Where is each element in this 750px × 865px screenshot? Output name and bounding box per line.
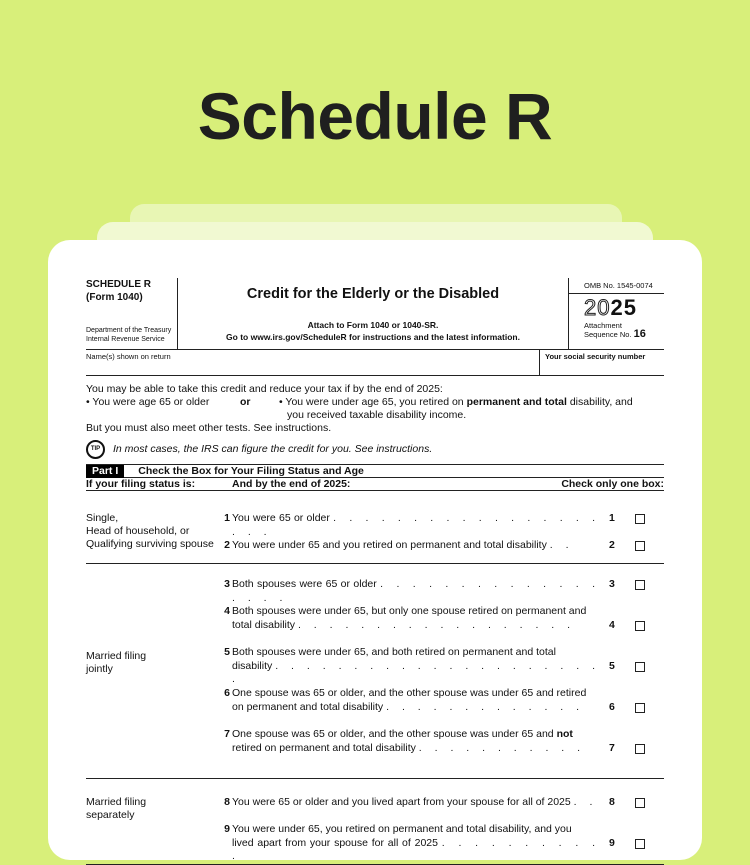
line-text-part: You were 65 or older (232, 512, 330, 524)
col-check: Check only one box: (561, 478, 664, 490)
line-ref: 8 (609, 796, 615, 808)
line-text-part: disability (232, 659, 273, 672)
seq-number: 16 (633, 328, 646, 340)
form-title: Credit for the Elderly or the Disabled (246, 286, 500, 302)
line-text-part: retired on permanent and total disability (232, 741, 416, 754)
line-4-checkbox[interactable] (635, 621, 645, 631)
line-text-part: lived apart from your spouse for all of 2025 (232, 836, 438, 849)
dept-line-1: Department of the Treasury (86, 327, 172, 334)
status-line: Married filing (86, 796, 147, 808)
intro-options (86, 396, 664, 422)
line-number: 4 (224, 605, 230, 617)
line-text-part: Both spouses were under 65, and both retired on permanent and total (232, 646, 556, 658)
goto-note: Go to www.irs.gov/ScheduleR for instructions and the latest information. (226, 332, 520, 342)
line-text: One spouse was 65 or older, and the other spouse was under 65 and retired on permanent and total disability . . . . . . . . . . . . . (232, 687, 587, 713)
form-id-block (86, 278, 178, 349)
line-ref: 9 (609, 837, 615, 849)
line-number: 6 (224, 687, 230, 699)
line-text: Both spouses were under 65, and both retired on permanent and total disability . . . . . . . . . . . . . . . . . . . . . . (232, 646, 601, 685)
attach-note: Attach to Form 1040 or 1040-SR. (307, 320, 439, 330)
opt2-b: permanent and total (466, 396, 567, 408)
headline: Schedule R (197, 79, 553, 153)
line-number: 7 (224, 728, 230, 740)
opt2-d: you received taxable disability income. (287, 409, 467, 421)
line-text-part: total disability (232, 618, 296, 631)
intro-line-3: But you must also meet other tests. See instructions. (86, 422, 332, 434)
line-text: One spouse was 65 or older, and the other spouse was under 65 and not retired on permanent and total disability . . . . . . . . . . . (232, 728, 586, 754)
line-text-part: One spouse was 65 or older, and the other spouse was under 65 and retired (232, 687, 587, 699)
group-married-jointly (86, 564, 664, 779)
line-6-checkbox[interactable] (635, 703, 645, 713)
opt2-c: disability, and (566, 396, 633, 408)
status-line: jointly (86, 663, 113, 675)
intro-line-1: You may be able to take this credit and reduce your tax if by the end of 2025: (86, 383, 443, 395)
line-ref: 6 (609, 701, 615, 713)
part-label: Part I (86, 465, 124, 478)
ssn-field[interactable]: Your social security number (539, 350, 645, 375)
line-text: You were 65 or older and you lived apart from your spouse for all of 2025 . . (232, 796, 598, 808)
line-5-checkbox[interactable] (635, 662, 645, 672)
group-married-separately (86, 779, 664, 865)
intro-section (86, 383, 664, 459)
status-line: separately (86, 809, 135, 821)
schedule-name: SCHEDULE R (86, 279, 152, 290)
line-2-checkbox[interactable] (635, 541, 645, 551)
line-text: You were under 65 and you retired on permanent and total disability . . (232, 539, 574, 551)
option-disabled (279, 396, 664, 422)
year-outline: 20 (584, 295, 611, 320)
status-line: Single, (86, 512, 119, 524)
line-text-part: Both spouses were 65 or older (232, 578, 377, 590)
line-ref: 4 (609, 619, 615, 631)
department (86, 326, 171, 344)
line-number: 1 (224, 512, 230, 524)
line-number: 3 (224, 578, 230, 590)
column-headers (86, 478, 664, 491)
line-3-checkbox[interactable] (635, 580, 645, 590)
line-text-part: One spouse was 65 or older, and the other spouse was under 65 and (232, 728, 557, 740)
line-text-part: You were under 65 and you retired on permanent and total disability (232, 539, 547, 551)
option-age-65: • You were age 65 or older (86, 396, 210, 408)
form-header (86, 278, 664, 350)
line-text-part: not (556, 728, 573, 740)
line-number: 9 (224, 823, 230, 835)
status-line: Married filing (86, 650, 147, 662)
or-label: or (240, 396, 251, 408)
line-ref: 3 (609, 578, 615, 590)
line-7-checkbox[interactable] (635, 744, 645, 754)
schedule-r-form (86, 278, 664, 865)
opt2-a: • You were under age 65, you retired on (279, 396, 467, 408)
year-solid: 25 (610, 295, 637, 320)
line-ref: 5 (609, 660, 615, 672)
line-ref: 7 (609, 742, 615, 754)
tip-icon: TIP (86, 440, 105, 459)
status-single (86, 512, 214, 551)
status-married-jointly (86, 650, 146, 676)
attachment-sequence (584, 321, 664, 339)
seq-label-2: Sequence No. (584, 330, 632, 339)
line-text: Both spouses were 65 or older . . . . . . . . . . . . . . . . . . (232, 578, 601, 604)
seq-label-1: Attachment (584, 321, 622, 330)
line-8-checkbox[interactable] (635, 798, 645, 808)
form-title-block (178, 278, 568, 349)
line-text-part: Both spouses were under 65, but only one spouse retired on permanent and (232, 605, 587, 617)
line-text: You were under 65, you retired on permanent and total disability, and you lived apart from your spouse for all of 2025 . . . . . . . . . . . (232, 823, 600, 862)
line-9-checkbox[interactable] (635, 839, 645, 849)
omb-number: OMB No. 1545-0074 (569, 281, 664, 294)
group-single (86, 491, 664, 564)
line-number: 2 (224, 539, 230, 551)
dept-line-2: Internal Revenue Service (86, 336, 165, 343)
line-text: You were 65 or older . . . . . . . . . . . . . . . . . . . . (232, 512, 600, 538)
line-ref: 1 (609, 512, 615, 524)
name-field[interactable]: Name(s) shown on return (86, 352, 171, 361)
line-text: Both spouses were under 65, but only one spouse retired on permanent and total disability . . . . . . . . . . . . . . . . . . (232, 605, 587, 631)
tax-year (584, 295, 664, 321)
col-age: And by the end of 2025: (232, 478, 351, 490)
line-ref: 2 (609, 539, 615, 551)
form-ref: (Form 1040) (86, 292, 143, 303)
line-1-checkbox[interactable] (635, 514, 645, 524)
line-number: 8 (224, 796, 230, 808)
omb-block (568, 278, 664, 349)
col-filing-status: If your filing status is: (86, 478, 196, 490)
line-text-part: on permanent and total disability (232, 700, 384, 713)
part-1-header (86, 464, 664, 478)
status-line: Qualifying surviving spouse (86, 538, 214, 550)
tip-text: In most cases, the IRS can figure the credit for you. See instructions. (113, 443, 433, 455)
name-row (86, 350, 664, 376)
line-number: 5 (224, 646, 230, 658)
line-text-part: You were 65 or older and you lived apart from your spouse for all of 2025 (232, 796, 571, 808)
status-married-separately (86, 796, 146, 822)
tip-row (86, 440, 664, 459)
part-title: Check the Box for Your Filing Status and Age (138, 465, 364, 477)
status-line: Head of household, or (86, 525, 190, 537)
line-text-part: You were under 65, you retired on permanent and total disability, and you (232, 823, 572, 835)
